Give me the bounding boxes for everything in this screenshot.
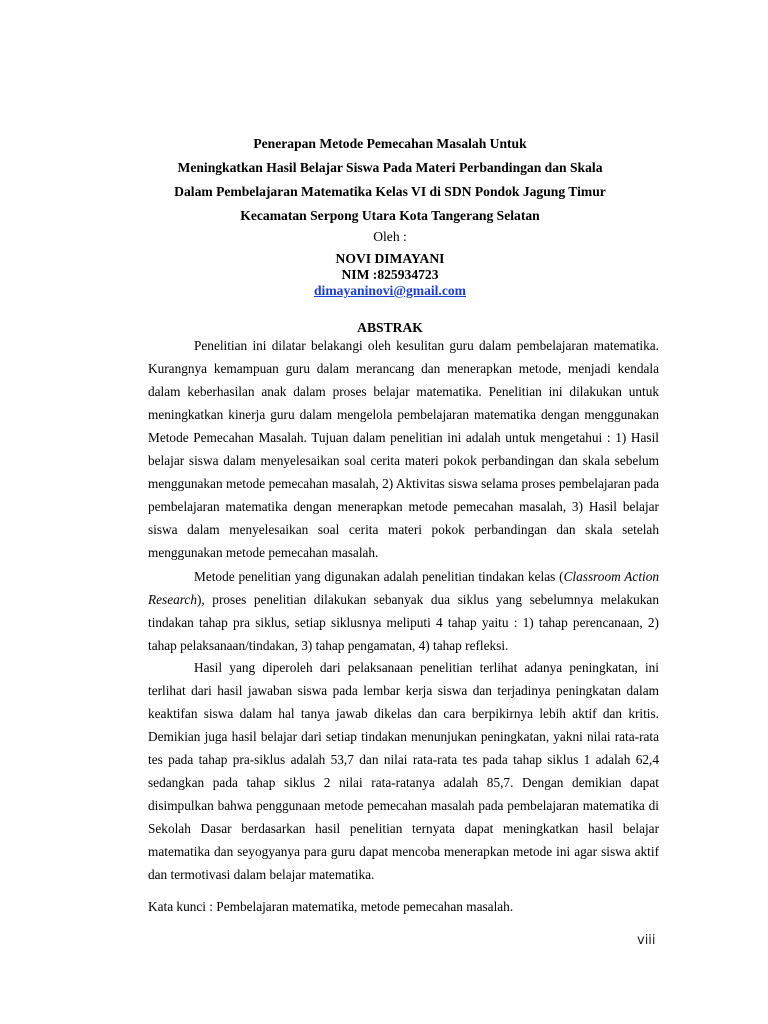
paragraph-text-part: Metode penelitian yang digunakan adalah penelitian tindakan kelas ( — [194, 569, 564, 584]
paragraph-text-part: ), proses penelitian dilakukan sebanyak dua siklus yang sebelumnya melakukan tindakan tahap pra siklus, setiap siklusnya meliputi 4 tahap yaitu : 1) tahap perencanaan, 2) tahap pelaksanaan/tindakan, 3) tahap pengamatan, 4) tahap refleksi. — [148, 592, 659, 653]
title-line-2: Meningkatkan Hasil Belajar Siswa Pada Materi Perbandingan dan Skala — [177, 160, 603, 175]
student-id: NIM :825934723 — [341, 267, 439, 282]
title-line-3: Dalam Pembelajaran Matematika Kelas VI di SDN Pondok Jagung Timur — [174, 184, 606, 199]
title-line-1: Penerapan Metode Pemecahan Masalah Untuk — [253, 136, 527, 151]
paragraph-text: Penelitian ini dilatar belakangi oleh kesulitan guru dalam pembelajaran matematika. Kurangnya kemampuan guru dalam merancang dan menerapkan metode, menjadi kendala dalam keberhasilan anak dalam proses belajar matematika. Penelitian ini dilakukan untuk meningkatkan kinerja guru dalam mengelola pembelajaran matematika dengan menggunakan Metode Pemecahan Masalah. Tujuan dalam penelitian ini adalah untuk mengetahui : 1) Hasil belajar siswa dalam menyelesaikan soal cerita materi pokok perbandingan dan skala sebelum menggunakan metode pemecahan masalah, 2) Aktivitas siswa selama proses pembelajaran pada pembelajaran matematika dengan menerapkan metode pemecahan masalah, 3) Hasil belajar siswa dalam menyelesaikan soal cerita materi pokok perbandingan dan skala setelah menggunakan metode pemecahan masalah. — [148, 338, 659, 560]
abstract-paragraph-3 — [148, 656, 659, 886]
email-link[interactable]: dimayaninovi@gmail.com — [314, 283, 466, 298]
abstract-paragraph-1 — [148, 334, 659, 564]
paragraph-text: Hasil yang diperoleh dari pelaksanaan penelitian terlihat adanya peningkatan, ini terlihat dari hasil jawaban siswa pada lembar kerja siswa dan terjadinya peningkatan dalam keaktifan siswa dalam hal tanya jawab dikelas dan cara berpikirnya lebih aktif dan kritis. Demikian juga hasil belajar dari setiap tindakan menunjukan peningkatan, yakni nilai rata-rata tes pada tahap pra-siklus adalah 53,7 dan nilai rata-rata tes pada tahap siklus 1 adalah 62,4 sedangkan pada tahap siklus 2 nilai rata-ratanya adalah 85,7. Dengan demikian dapat disimpulkan bahwa penggunaan metode pemecahan masalah pada pembelajaran matematika di Sekolah Dasar berdasarkan hasil penelitian ternyata dapat meningkatkan hasil belajar matematika dan seyogyanya para guru dapat mencoba menerapkan metode ini agar siswa aktif dan termotivasi dalam belajar matematika. — [148, 660, 659, 882]
by-label: Oleh : — [373, 229, 407, 244]
author-name: NOVI DIMAYANI — [335, 251, 445, 266]
keywords-line: Kata kunci : Pembelajaran matematika, metode pemecahan masalah. — [148, 899, 514, 914]
page-number: viii — [637, 933, 656, 948]
abstract-paragraph-2 — [148, 565, 659, 657]
abstract-heading: ABSTRAK — [357, 320, 423, 335]
italic-term: Classroom Action Research — [148, 569, 659, 607]
paper-title — [100, 132, 680, 228]
paragraph-text — [148, 565, 659, 657]
title-line-4: Kecamatan Serpong Utara Kota Tangerang Selatan — [240, 208, 540, 223]
